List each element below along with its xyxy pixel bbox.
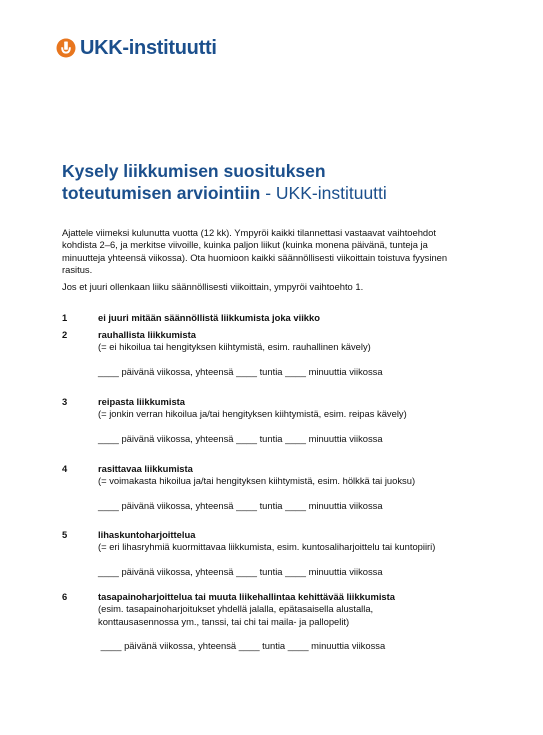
option-item-5[interactable] [62, 529, 502, 578]
frequency-fill-in[interactable]: ____ päivänä viikossa, yhteensä ____ tuntia ____ minuuttia viikossa [98, 365, 383, 377]
title-institute: UKK-instituutti [275, 183, 387, 203]
option-description: (= eri lihasryhmiä kuormittavaa liikkumista, esim. kuntosaliharjoittelu tai kuntopiiri) [98, 541, 436, 553]
option-number: 2 [62, 329, 68, 340]
title-line-1: Kysely liikkumisen suosituksen [62, 161, 326, 181]
option-description: (esim. tasapainoharjoitukset yhdellä jalalla, epätasaisella alustalla, konttausasennossa ym., tanssi, tai chi tai maila- ja pallopelit) [98, 603, 374, 627]
option-heading: rasittavaa liikkumista [98, 463, 193, 474]
option-item-3[interactable] [62, 396, 502, 445]
option-description: (= jonkin verran hikoilua ja/tai hengityksen kiihtymistä, esim. reipas kävely) [98, 408, 407, 420]
frequency-fill-in[interactable]: ____ päivänä viikossa, yhteensä ____ tuntia ____ minuuttia viikossa [98, 499, 383, 511]
page-title [62, 160, 502, 204]
option-item-4[interactable] [62, 463, 502, 512]
instructions-paragraph-2: Jos et juuri ollenkaan liiku säännöllisesti viikoittain, ympyröi vaihtoehto 1. [62, 281, 364, 293]
option-description: (= voimakasta hikoilua ja/tai hengityksen kiihtymistä, esim. hölkkä tai juoksu) [98, 475, 416, 487]
option-heading: rauhallista liikkumista [98, 329, 196, 340]
frequency-fill-in[interactable]: ____ päivänä viikossa, yhteensä ____ tuntia ____ minuuttia viikossa [98, 565, 383, 577]
instructions-paragraph-1: Ajattele viimeksi kulunutta vuotta (12 kk). Ympyröi kaikki tilannettasi vastaavat vaihtoehdot kohdista 2–6, ja merkitse viivoille, kuinka paljon liikut (kuinka monena päivänä, tunteja ja minuutteja yhteensä viikossa). Ota huomioon kaikki säännöllisesti viikoittain toistuva fyysinen rasitus. [62, 227, 448, 275]
title-line-2 [62, 182, 502, 204]
option-number: 6 [62, 591, 68, 602]
option-number: 5 [62, 529, 68, 540]
title-separator: - [260, 183, 276, 203]
option-heading: lihaskuntoharjoittelua [98, 529, 196, 540]
option-description: (= ei hikoilua tai hengityksen kiihtymistä, esim. rauhallinen kävely) [98, 341, 371, 353]
frequency-fill-in[interactable]: ____ päivänä viikossa, yhteensä ____ tuntia ____ minuuttia viikossa [98, 639, 386, 651]
option-heading: reipasta liikkumista [98, 396, 186, 407]
option-item-6[interactable] [62, 591, 502, 652]
option-item-2[interactable] [62, 329, 502, 378]
title-line-2-strong: toteutumisen arviointiin [62, 183, 261, 203]
option-number: 1 [62, 312, 68, 323]
logo-text: UKK-instituutti [80, 37, 217, 59]
option-item-1[interactable] [62, 312, 502, 324]
instructions [62, 227, 462, 293]
option-heading: ei juuri mitään säännöllistä liikkumista joka viikko [98, 312, 320, 323]
ukk-logo-icon [56, 38, 76, 58]
ukk-logo [56, 36, 217, 60]
option-number: 3 [62, 396, 68, 407]
option-number: 4 [62, 463, 68, 474]
option-heading: tasapainoharjoittelua tai muuta liikehallintaa kehittävää liikkumista [98, 591, 395, 602]
frequency-fill-in[interactable]: ____ päivänä viikossa, yhteensä ____ tuntia ____ minuuttia viikossa [98, 432, 383, 444]
